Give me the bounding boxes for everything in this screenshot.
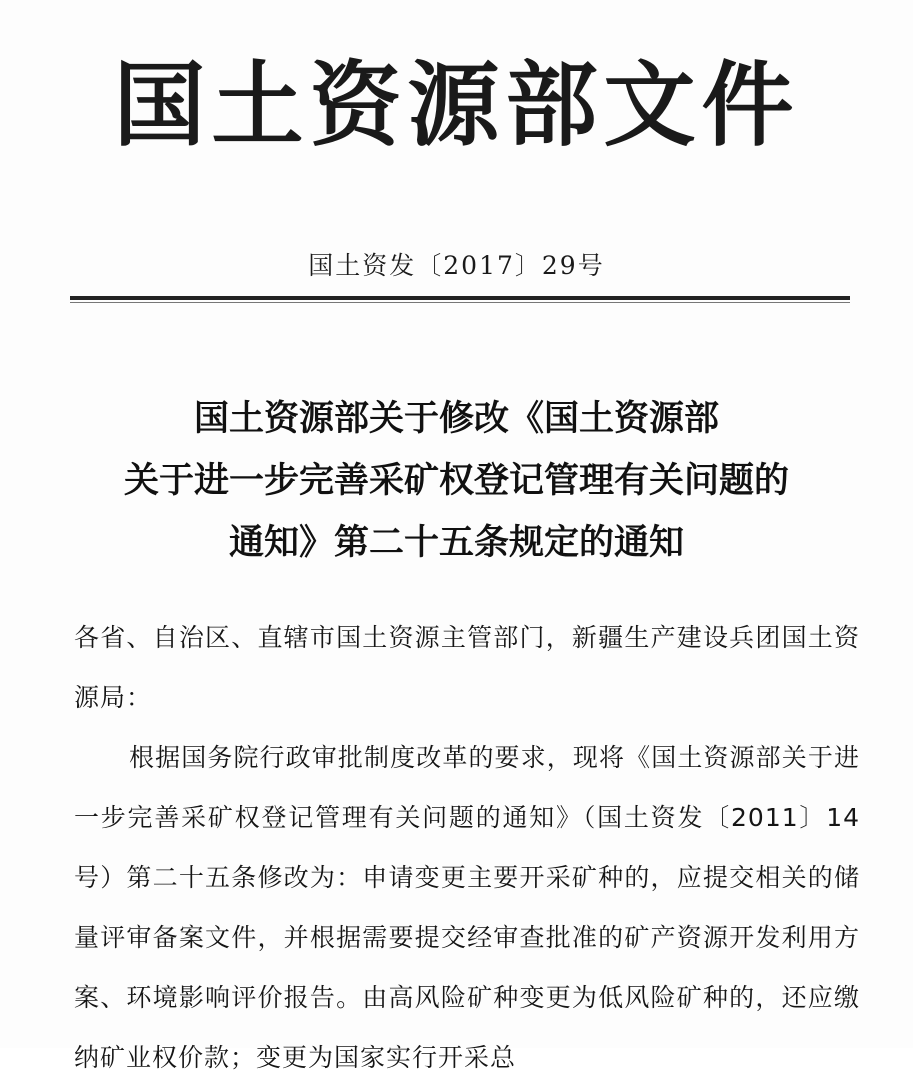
subject-line-2: 关于进一步完善采矿权登记管理有关问题的	[123, 460, 789, 501]
body-paragraph: 根据国务院行政审批制度改革的要求，现将《国土资源部关于进一步完善采矿权登记管理有关问题的通知》（国土资发〔2011〕14号）第二十五条修改为：申请变更主要开采矿种的，应提交相关的储量评审备案文件，并根据需要提交经审查批准的矿产资源开发利用方案、环境影响评价报告。由高风险矿种变更为低风险矿种的，还应缴纳矿业权价款；变更为国家实行开采总	[74, 743, 860, 1072]
document-subject	[0, 388, 913, 574]
header-divider-line-thin	[70, 302, 850, 303]
subject-line-3: 通知》第二十五条规定的通知	[228, 522, 684, 563]
addressee-paragraph: 各省、自治区、直辖市国土资源主管部门，新疆生产建设兵团国土资源局：	[74, 623, 860, 712]
issuing-authority-title: 国土资源部文件	[113, 51, 800, 159]
subject-line-1: 国土资源部关于修改《国土资源部	[193, 398, 719, 439]
document-number: 国土资发〔2017〕29号	[308, 251, 605, 280]
header-divider-line	[70, 296, 850, 300]
document-body	[74, 608, 860, 1088]
